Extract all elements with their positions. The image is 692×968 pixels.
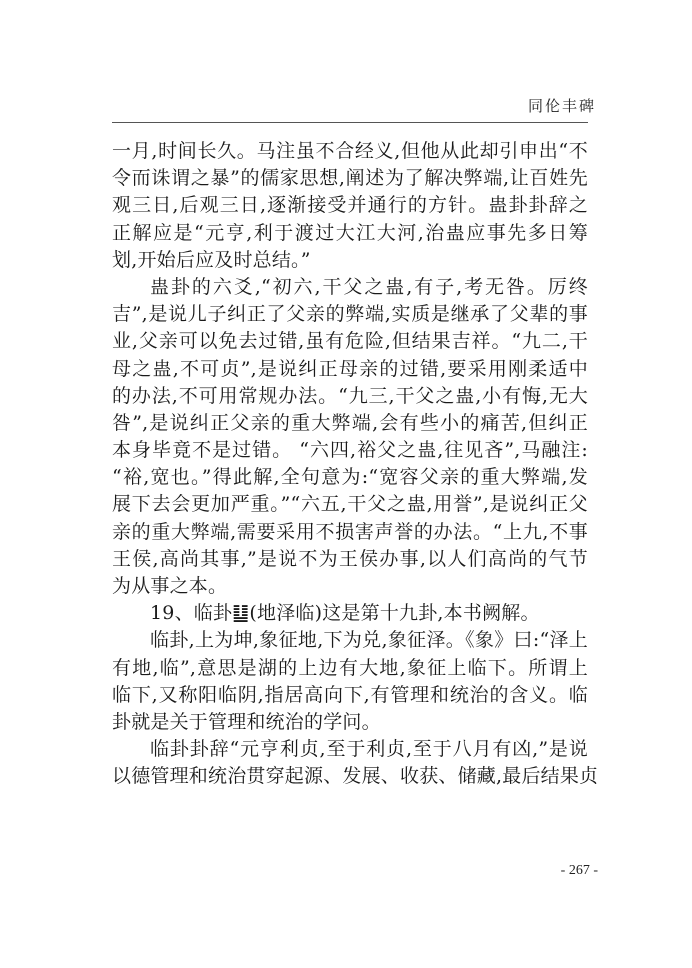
text-line: “裕,宽也。”得此解,全句意为:“宽容父亲的重大弊端,发: [112, 466, 588, 489]
text-line: 为从事之本。: [112, 575, 228, 597]
text-line: 有地,临”,意思是湖的上边有大地,象征上临下。所谓上: [112, 656, 588, 679]
page-number: - 267 -: [560, 863, 598, 878]
text-line: 王侯,高尚其事,”是说不为王侯办事,以人们高尚的气节: [112, 547, 588, 570]
text-line: 临卦卦辞“元亨利贞,至于利贞,至于八月有凶,”是说: [150, 738, 588, 761]
running-head: 同伦丰碑: [527, 97, 596, 115]
text-line: 以德管理和统治贯穿起源、发展、收获、储藏,最后结果贞: [112, 765, 599, 788]
body-text: [112, 138, 599, 791]
text-line: 吉”,是说儿子纠正了父亲的弊端,实质是继承了父辈的事: [112, 303, 588, 326]
section-heading-line: 19、临卦䷒(地泽临)这是第十九卦,本书阙解。: [150, 602, 540, 625]
text-line: 母之蛊,不可贞”,是说纠正母亲的过错,要采用刚柔适中: [112, 357, 588, 380]
header-rule: [112, 122, 588, 123]
text-line: 临卦,上为坤,象征地,下为兑,象征泽。《象》曰:“泽上: [150, 629, 588, 652]
text-line: 咎”,是说纠正父亲的重大弊端,会有些小的痛苦,但纠正: [112, 411, 588, 434]
text-line: 划,开始后应及时总结。”: [112, 248, 311, 271]
text-line: 的办法,不可用常规办法。“九三,干父之蛊,小有悔,无大: [112, 384, 588, 407]
text-line: 临下,又称阳临阴,指居高向下,有管理和统治的含义。临: [112, 683, 588, 706]
text-line: 亲的重大弊端,需要采用不损害声誉的办法。“上九,不事: [112, 520, 588, 543]
text-line: 观三日,后观三日,逐渐接受并通行的方针。蛊卦卦辞之: [112, 194, 588, 217]
text-line: 一月,时间长久。马注虽不合经义,但他从此却引申出“不: [112, 140, 588, 162]
text-line: 蛊卦的六爻,“初六,干父之蛊,有子,考无咎。厉终: [150, 275, 588, 298]
text-line: 展下去会更加严重。”“六五,干父之蛊,用誉”,是说纠正父: [112, 493, 588, 516]
text-line: 本身毕竟不是过错。 “六四,裕父之蛊,往见吝”,马融注:: [112, 439, 588, 462]
text-line: 卦就是关于管理和统治的学问。: [112, 710, 381, 733]
text-line: 业,父亲可以免去过错,虽有危险,但结果吉祥。“九二,干: [112, 330, 588, 353]
text-line: 正解应是“元亨,利于渡过大江大河,治蛊应事先多日筹: [112, 221, 588, 244]
text-line: 令而诛谓之暴”的儒家思想,阐述为了解决弊端,让百姓先: [112, 167, 588, 190]
